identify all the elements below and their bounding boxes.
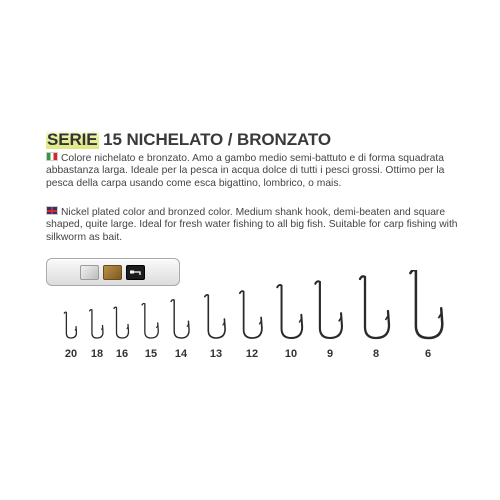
series-title bbox=[46, 130, 331, 150]
hook-size-9 bbox=[315, 281, 342, 338]
hook-size-diagram bbox=[0, 270, 500, 390]
italian-text: Colore nichelato e bronzato. Amo a gambo medio semi-battuto e di forma squadrata abbastanza larga. Ideale per la pesca in acqua dolce di tutti i pesci grossi. Ottimo per la pesca della carpa usando come esca bigattino, lombrico, o mais. bbox=[46, 153, 445, 189]
hook-size-14 bbox=[171, 300, 189, 338]
hook-size-18 bbox=[90, 310, 103, 338]
series-word: SERIE bbox=[47, 130, 98, 149]
english-description bbox=[46, 206, 466, 244]
hook-size-6 bbox=[410, 270, 442, 338]
hook-size-label-9: 9 bbox=[326, 348, 334, 360]
uk-flag-icon bbox=[46, 206, 58, 215]
hook-size-20 bbox=[64, 312, 76, 338]
italian-flag-icon bbox=[46, 152, 58, 161]
hook-size-label-14: 14 bbox=[174, 348, 188, 360]
hook-size-12 bbox=[240, 291, 262, 338]
hook-size-8 bbox=[360, 276, 389, 338]
hook-size-label-13: 13 bbox=[209, 348, 223, 360]
hook-size-label-18: 18 bbox=[90, 348, 104, 360]
hook-size-16 bbox=[114, 307, 129, 338]
hook-size-label-16: 16 bbox=[115, 348, 129, 360]
hook-size-15 bbox=[142, 303, 158, 338]
italian-description bbox=[46, 152, 466, 190]
hook-size-label-20: 20 bbox=[64, 348, 78, 360]
series-title-rest: 15 NICHELATO / BRONZATO bbox=[98, 130, 332, 149]
hook-size-label-10: 10 bbox=[284, 348, 298, 360]
hook-size-label-12: 12 bbox=[245, 348, 259, 360]
hook-size-label-15: 15 bbox=[144, 348, 158, 360]
english-text: Nickel plated color and bronzed color. Medium shank hook, demi-beaten and square shaped, quite large. Ideal for fresh water fishing to all big fish. Suitable for carp fishing with silkworm as bait. bbox=[46, 207, 458, 243]
hook-size-13 bbox=[205, 295, 225, 338]
hook-size-label-8: 8 bbox=[372, 348, 380, 360]
hook-size-10 bbox=[277, 285, 302, 338]
hook-size-label-6: 6 bbox=[424, 348, 432, 360]
